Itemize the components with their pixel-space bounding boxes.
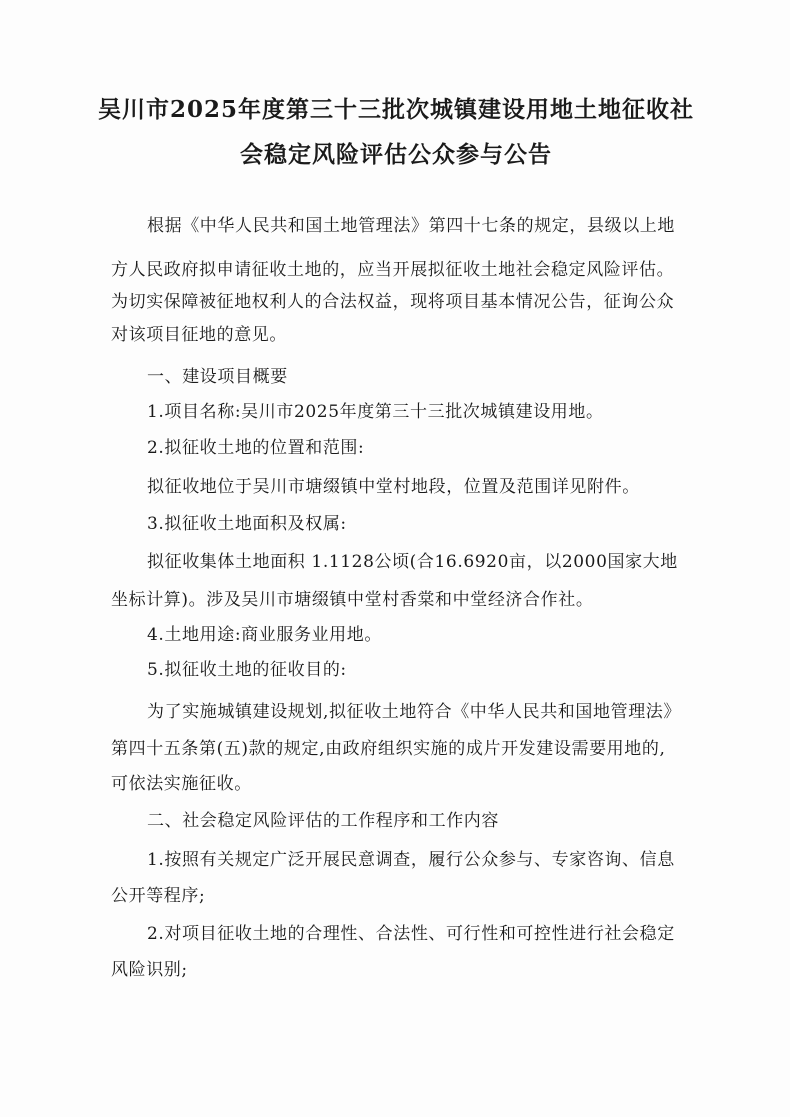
section-1-item-2-heading: 2.拟征收土地的位置和范围: [147,438,365,458]
intro-line-2: 方人民政府拟申请征收土地的，应当开展拟征收土地社会稳定风险评估。 [111,260,675,280]
section-1-item-5-heading: 5.拟征收土地的征收目的: [147,660,347,680]
section-1-item-1: 1.项目名称:吴川市2025年度第三十三批次城镇建设用地。 [147,402,604,422]
section-2-item-1-line-2: 公开等程序; [111,886,206,906]
section-1-item-3-line-1: 拟征收集体土地面积 1.1128公顷(合16.6920亩，以2000国家大地 [147,552,678,572]
section-2-item-2-line-2: 风险识别; [111,960,188,980]
section-1-item-5-line-1: 为了实施城镇建设规划,拟征收土地符合《中华人民共和国地管理法》 [147,702,682,722]
intro-line-1: 根据《中华人民共和国土地管理法》第四十七条的规定，县级以上地 [147,216,675,236]
document-title-line-1: 吴川市2025年度第三十三批次城镇建设用地土地征收社 [97,96,694,123]
intro-line-4: 对该项目征地的意见。 [111,325,287,345]
intro-line-3: 为切实保障被征地权利人的合法权益，现将项目基本情况公告，征询公众 [111,292,675,312]
section-1-item-5-line-3: 可依法实施征收。 [111,774,252,794]
section-2-item-1-line-1: 1.按照有关规定广泛开展民意调查，履行公众参与、专家咨询、信息 [147,850,675,870]
document-title-line-2: 会稳定风险评估公众参与公告 [240,141,552,168]
section-1-item-2-text: 拟征收地位于吴川市塘缀镇中堂村地段，位置及范围详见附件。 [147,477,640,497]
section-2-item-2-line-1: 2.对项目征收土地的合理性、合法性、可行性和可控性进行社会稳定 [147,924,675,944]
section-1-item-4: 4.土地用途:商业服务业用地。 [147,625,382,645]
section-1-item-5-line-2: 第四十五条第(五)款的规定,由政府组织实施的成片开发建设需要用地的, [111,739,666,759]
section-2-heading: 二、社会稳定风险评估的工作程序和工作内容 [147,811,499,831]
section-1-item-3-heading: 3.拟征收土地面积及权属: [147,514,347,534]
section-1-item-3-line-2: 坐标计算)。涉及吴川市塘缀镇中堂村香棠和中堂经济合作社。 [111,590,594,610]
section-1-heading: 一、建设项目概要 [147,367,288,387]
